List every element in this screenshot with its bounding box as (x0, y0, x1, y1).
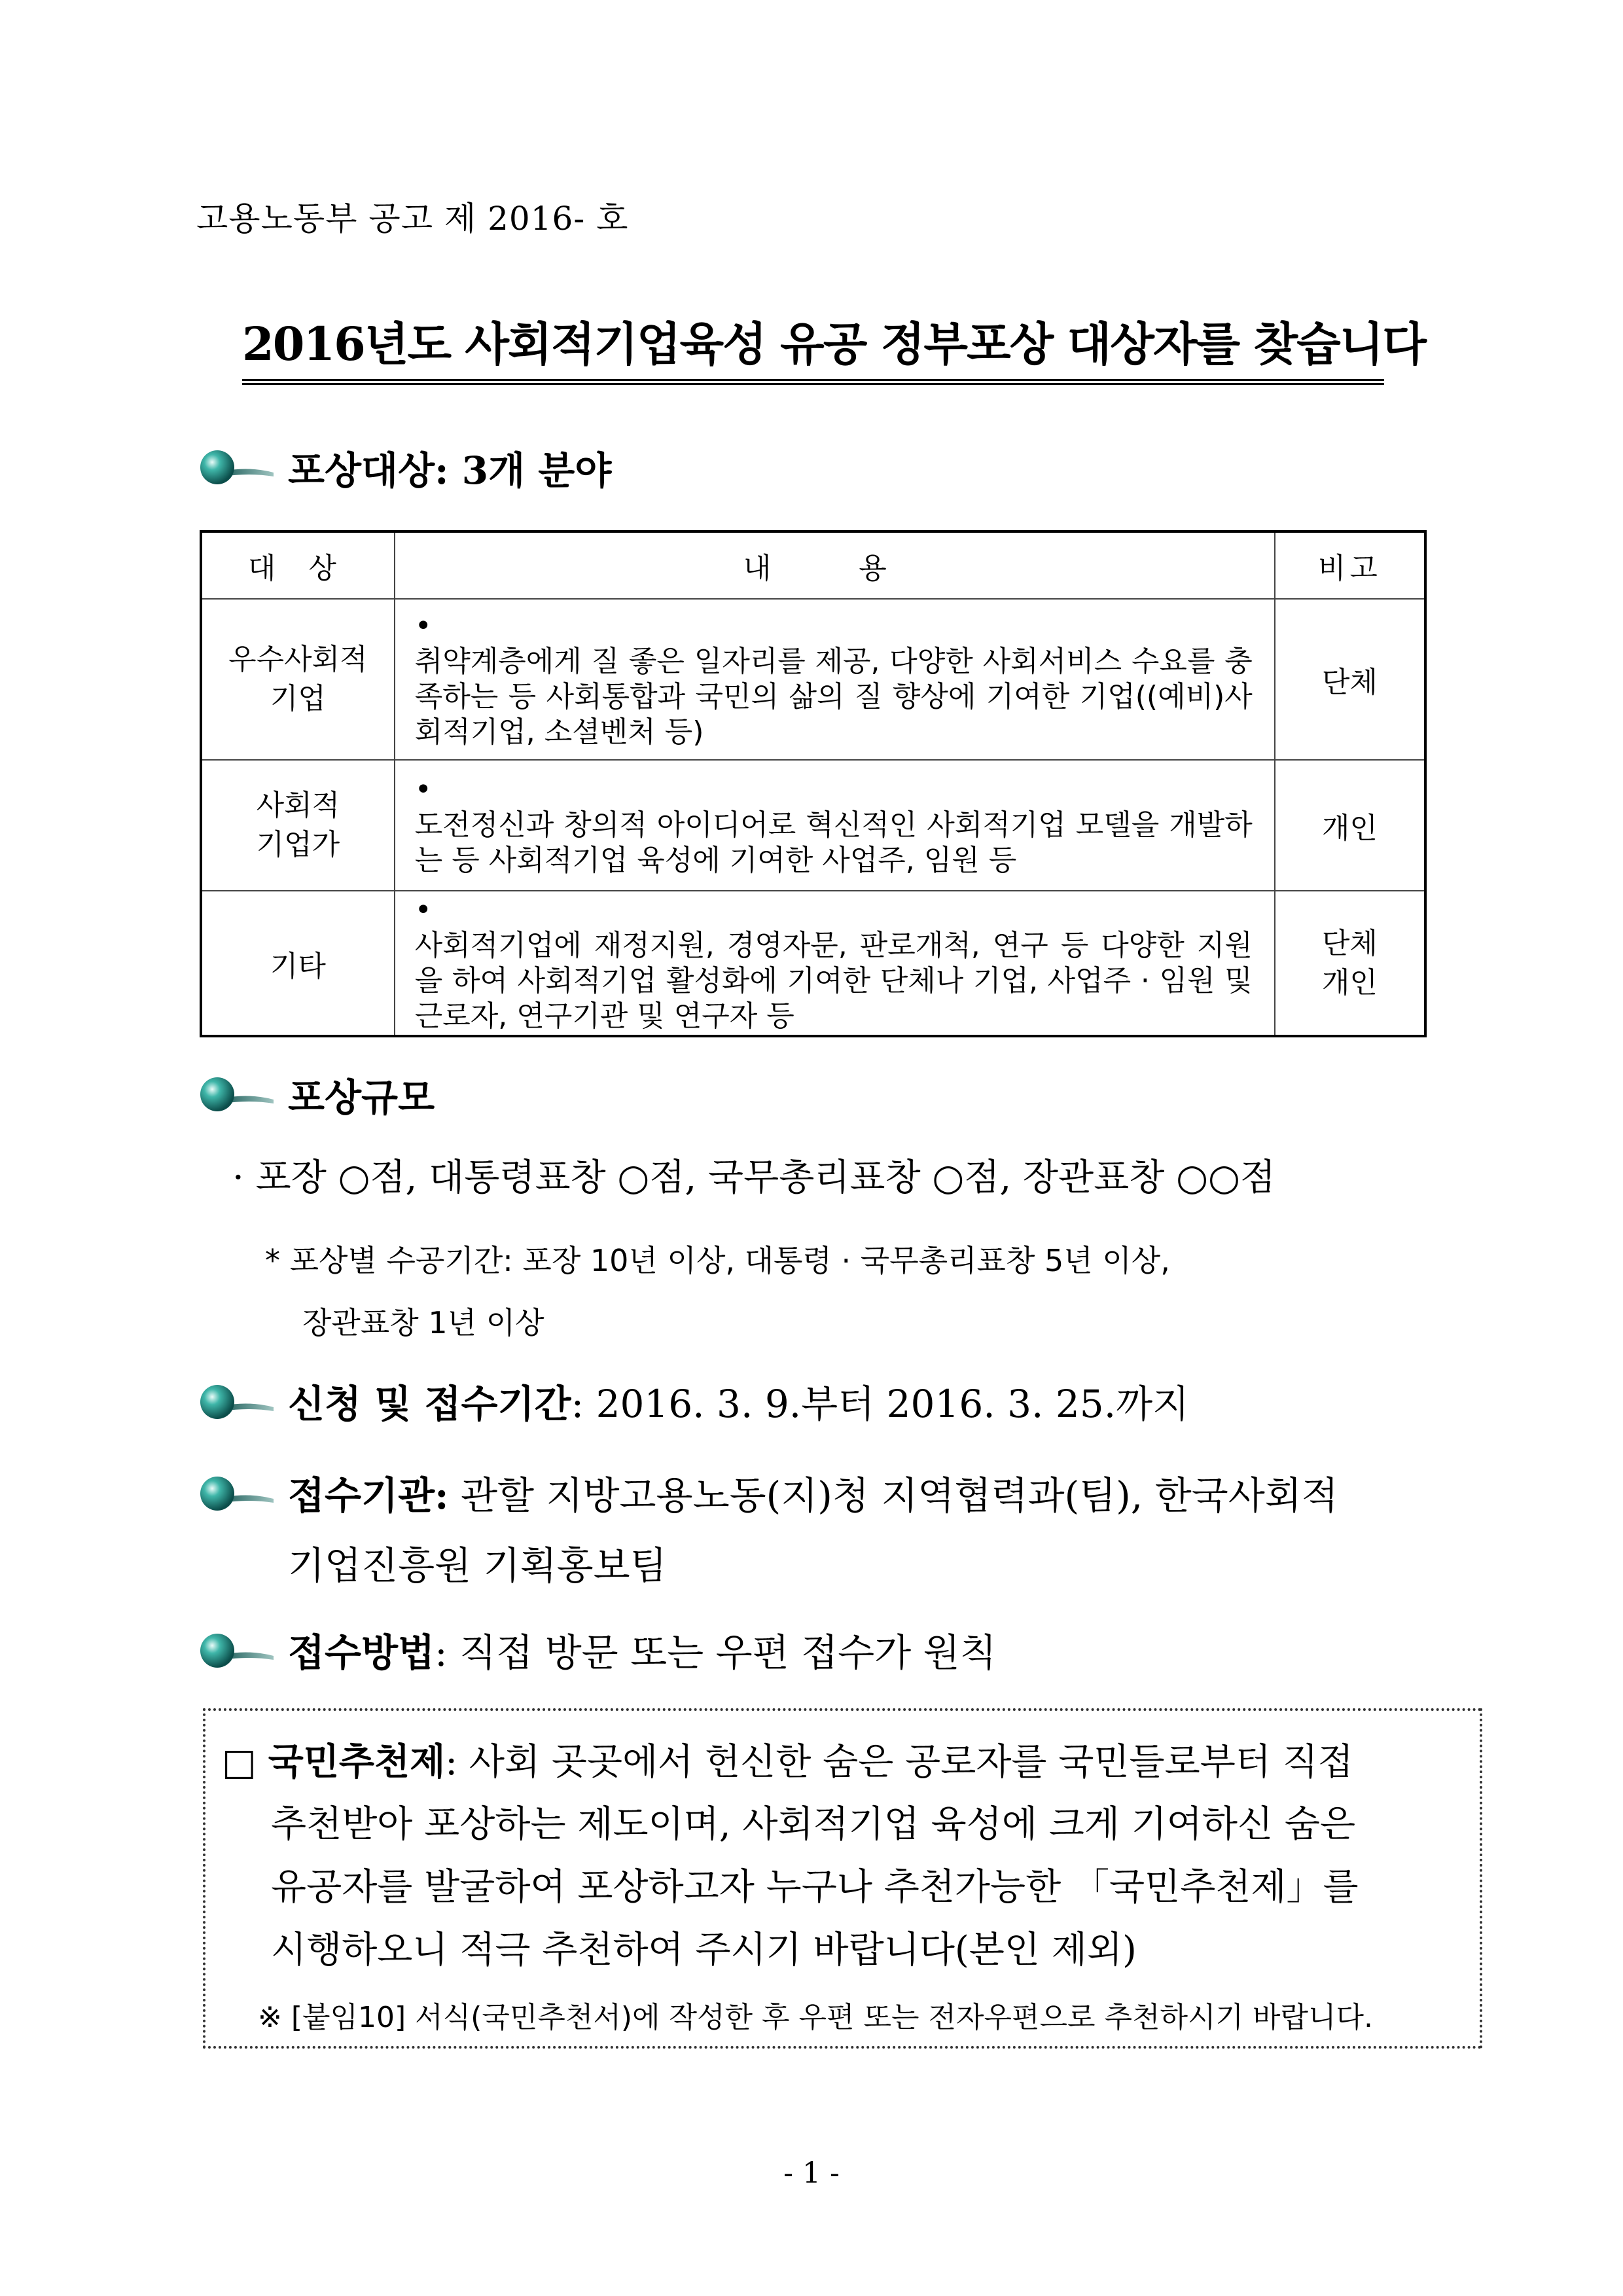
box-line3: 유공자를 발굴하여 포상하고자 누구나 추천가능한 「국민추천제」를 (271, 1866, 1359, 1909)
section-scale-label: 포상규모 (288, 1075, 435, 1120)
sphere-bullet-icon (196, 446, 275, 486)
table-header-row (201, 531, 1425, 599)
row-content: •사회적기업에 재정지원, 경영자문, 판로개척, 연구 등 다양한 지원을 하여 사회적기업 활성화에 기여한 단체나 기업, 사업주 · 임원 및 근로자, 연구기관 및 연구자 등 (395, 891, 1275, 1036)
section-agency-line2: 기업진흥원 기획홍보팀 (288, 1543, 667, 1588)
awards-table (200, 530, 1427, 1037)
section-method: 접수방법: 직접 방문 또는 우편 접수가 원칙 (288, 1630, 997, 1675)
row-note: 단체 개인 (1275, 891, 1425, 1036)
section-agency: 접수기관: 관할 지방고용노동(지)청 지역협력과(팀), 한국사회적 (288, 1473, 1338, 1518)
table-row (201, 891, 1425, 1036)
row-note: 개인 (1275, 760, 1425, 891)
header-content: 내 용 (395, 531, 1275, 599)
row-target: 기타 (201, 891, 395, 1036)
section-targets-label: 포상대상: 3개 분야 (288, 448, 612, 493)
table-row (201, 760, 1425, 891)
sphere-bullet-icon (196, 1381, 275, 1420)
citizen-recommendation-box (203, 1708, 1482, 2049)
page-number: - 1 - (783, 2157, 840, 2190)
checkbox-icon: □ (222, 1741, 257, 1784)
scale-item: · 포장 ○점, 대통령표창 ○점, 국무총리표창 ○점, 장관표창 ○○점 (232, 1157, 1275, 1199)
box-line2: 추천받아 포상하는 제도이며, 사회적기업 육성에 크게 기여하신 숨은 (271, 1803, 1356, 1846)
row-note: 단체 (1275, 599, 1425, 760)
row-content: •도전정신과 창의적 아이디어로 혁신적인 사회적기업 모델을 개발하는 등 사회적기업 육성에 기여한 사업주, 임원 등 (395, 760, 1275, 891)
box-note: ※ [붙임10] 서식(국민추천서)에 작성한 후 우편 또는 전자우편으로 추천하시기 바랍니다. (258, 2001, 1374, 2034)
sphere-bullet-icon (196, 1473, 275, 1512)
box-line4: 시행하오니 적극 추천하여 주시기 바랍니다(본인 제외) (271, 1929, 1137, 1971)
table-row (201, 599, 1425, 760)
page-title: 2016년도 사회적기업육성 유공 정부포상 대상자를 찾습니다 (242, 308, 1384, 385)
sphere-bullet-icon (196, 1630, 275, 1669)
header-target: 대 상 (201, 531, 395, 599)
sphere-bullet-icon (196, 1073, 275, 1113)
row-content: •취약계층에게 질 좋은 일자리를 제공, 다양한 사회서비스 수요를 충족하는 등 사회통합과 국민의 삶의 질 향상에 기여한 기업((예비)사회적기업, 소셜벤처 등) (395, 599, 1275, 760)
scale-note-line1: * 포상별 수공기간: 포장 10년 이상, 대통령 · 국무총리표창 5년 이상, (265, 1243, 1170, 1278)
scale-note-line2: 장관표창 1년 이상 (302, 1305, 544, 1340)
row-target: 우수사회적 기업 (201, 599, 395, 760)
header-note: 비고 (1275, 531, 1425, 599)
section-period: 신청 및 접수기간: 2016. 3. 9.부터 2016. 3. 25.까지 (288, 1382, 1190, 1426)
box-line1: □ 국민추천제: 사회 곳곳에서 헌신한 숨은 공로자를 국민들로부터 직접 (222, 1740, 1353, 1784)
notice-number: 고용노동부 공고 제 2016- 호 (196, 200, 629, 238)
row-target: 사회적 기업가 (201, 760, 395, 891)
